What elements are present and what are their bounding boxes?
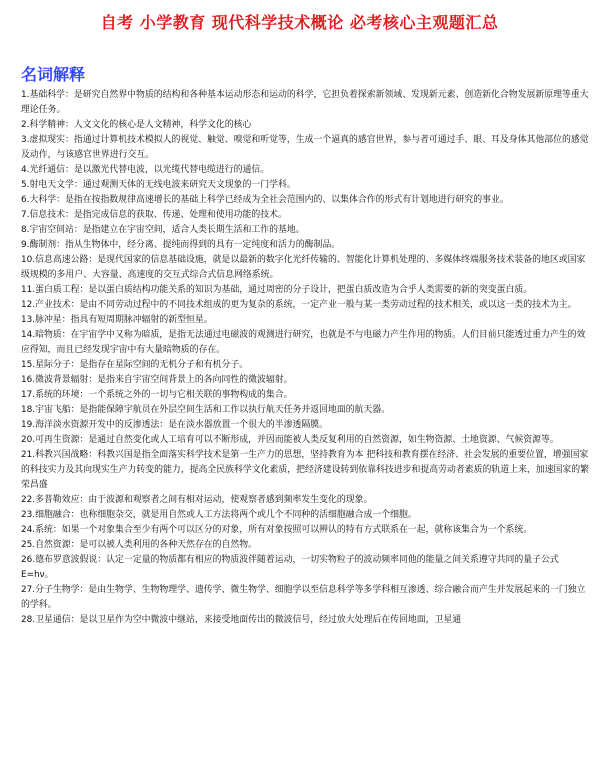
section-title: 名词解释 [21,65,86,84]
entry-number: 4. [21,165,30,175]
definition-entry [21,283,589,298]
entry-text: 光纤通信：是以激光代替电波，以光缆代替电缆进行的通信。 [29,165,270,175]
definition-entry [21,403,589,418]
entry-number: 11. [21,285,36,295]
definition-entry [21,553,589,583]
entry-text: 信息技术：是指完成信息的获取、传递、处理和使用功能的技术。 [29,210,287,220]
definition-entry [21,388,589,403]
definition-entry [21,208,589,223]
entry-number: 21. [21,450,36,460]
definition-entry [21,448,589,493]
definition-entry [21,298,589,313]
definition-entry [21,508,589,523]
definition-list [21,88,589,628]
entry-text: 系统：如果一个对象集合至少有两个可以区分的对象，所有对象按照可以辨认的特有方式联系在一起，就称该集合为一个系统。 [35,525,533,535]
definition-entry [21,133,589,163]
definition-entry [21,223,589,238]
definition-entry [21,313,589,328]
entry-text: 海洋淡水资源开发中的反渗透法：是在淡水器放置一个很大的半渗透隔膜。 [35,420,328,430]
entry-text: 蛋白质工程：是以蛋白质结构功能关系的知识为基础，通过周密的分子设计，把蛋白质改造为合乎人类需要的新的突变蛋白质。 [35,285,533,295]
entry-number: 25. [21,540,36,550]
entry-text: 信息高速公路：是现代国家的信息基础设施，就是以最新的数字化光纤传输的、智能化计算机处理的、多媒体终端服务技术装备的地区或国家级规模的多用户、大容量、高速度的交互式综合式信息网络系统。 [21,255,586,280]
definition-entry [21,118,589,133]
definition-entry [21,613,589,628]
entry-text: 暗物质：在宇宙学中又称为暗质，是指无法通过电磁波的观测进行研究，也就是不与电磁力产生作用的物质。人们目前只能透过重力产生的效应得知，而且已经发现宇宙中有大量暗物质的存在。 [21,330,586,355]
definition-entry [21,523,589,538]
entry-number: 12. [21,300,36,310]
entry-text: 宇宙飞船：是指能保障宇航员在外层空间生活和工作以执行航天任务并返回地面的航天器。 [35,405,391,415]
entry-text: 卫星通信：是以卫星作为空中微波中继站，来接受地面传出的微波信号，经过放大处理后在传回地面，卫星通 [35,615,462,625]
entry-number: 27. [21,585,36,595]
definition-entry [21,178,589,193]
entry-number: 13. [21,315,36,325]
entry-text: 基础科学：是研究自然界中物质的结构和各种基本运动形态和运动的科学，它担负着探索新领域、发现新元素、创造新化合物发展新原理等重大理论任务。 [21,90,589,115]
entry-number: 1. [21,90,30,100]
entry-number: 9. [21,240,30,250]
definition-entry [21,328,589,358]
entry-text: 自然资源：是可以被人类利用的各种天然存在的自然物。 [35,540,257,550]
entry-text: 产业技术：是由不同劳动过程中的不同技术组成的更为复杂的系统，一定产业一般与某一类劳动过程的技术相关，或以这一类的技术为主。 [35,300,577,310]
entry-number: 28. [21,615,36,625]
entry-text: 脉冲星：指具有短周期脉冲辐射的新型恒星。 [35,315,213,325]
entry-text: 细胞融合：也称细胞杂交，就是用自然或人工方法将两个或几个不同种的活细胞融合成一个细胞。 [35,510,417,520]
entry-text: 虚拟现实：指通过计算机技术模拟人的视觉、触觉、嗅觉和听觉等，生成一个逼真的感官世界，参与者可通过手、眼、耳及身体其他部位的感觉及动作，与该感官世界进行交互。 [21,135,589,160]
entry-number: 3. [21,135,30,145]
entry-number: 15. [21,360,36,370]
definition-entry [21,193,589,208]
definition-entry [21,88,589,118]
entry-text: 微波背景辐射：是指来自宇宙空间背景上的各向同性的微波辐射。 [35,375,293,385]
entry-text: 系统的环境：一个系统之外的一切与它相关联的事物构成的集合。 [35,390,293,400]
entry-number: 20. [21,435,36,445]
definition-entry [21,163,589,178]
definition-entry [21,238,589,253]
entry-number: 24. [21,525,36,535]
definition-entry [21,358,589,373]
definition-entry [21,538,589,553]
entry-text: 射电天文学：通过观测天体的无线电波来研究天文现象的一门学科。 [29,180,296,190]
definition-entry [21,433,589,448]
document-title: 自考 小学教育 现代科学技术概论 必考核心主观题汇总 [100,13,499,32]
entry-number: 6. [21,195,30,205]
entry-text: 科教兴国战略：科教兴国是指全面落实科学技术是第一生产力的思想，坚持教育为本 把科技和教育摆在经济、社会发展的重要位置，增强国家的科技实力及其向现实生产力转变的能力，提高全民族科学文化素质，把经济建设转到依靠科技进步和提高劳动者素质的轨道上来，加速国家的繁荣昌盛 [21,450,589,490]
entry-number: 14. [21,330,36,340]
entry-number: 10. [21,255,36,265]
definition-entry [21,253,589,283]
entry-number: 23. [21,510,36,520]
definition-entry [21,583,589,613]
entry-text: 酶制剂：指从生物体中，经分离、提纯而得到的具有一定纯度和活力的酶制品。 [29,240,341,250]
entry-number: 8. [21,225,30,235]
entry-number: 7. [21,210,30,220]
entry-number: 19. [21,420,36,430]
entry-text: 科学精神：人文文化的核心是人文精神，科学文化的核心 [29,120,252,130]
entry-text: 宇宙空间站：是指建立在宇宙空间，适合人类长期生活和工作的基地。 [29,225,305,235]
entry-number: 16. [21,375,36,385]
definition-entry [21,418,589,433]
entry-number: 5. [21,180,30,190]
entry-number: 26. [21,555,36,565]
entry-text: 可再生资源：是通过自然变化或人工培育可以不断形成，并因而能被人类反复利用的自然资源，如生物资源、土地资源、气候资源等。 [35,435,559,445]
entry-text: 德布罗意波假说：认定一定量的物质都有相应的物质波伴随着运动，一切实物粒子的波动频率同他的能量之间关系遵守共同的量子公式 E=hν。 [21,555,559,580]
definition-entry [21,493,589,508]
entry-number: 18. [21,405,36,415]
entry-number: 22. [21,495,36,505]
entry-text: 星际分子：是指存在星际空间的无机分子和有机分子。 [35,360,249,370]
definition-entry [21,373,589,388]
entry-text: 大科学：是指在按指数规律高速增长的基础上科学已经成为全社会范围内的、以集体合作的形式有计划地进行研究的事业。 [29,195,509,205]
entry-text: 多普勒效应：由于波源和观察者之间有相对运动，使观察者感到频率发生变化的现象。 [35,495,373,505]
entry-text: 分子生物学：是由生物学、生物物理学、遗传学、微生物学、细胞学以至信息科学等多学科相互渗透、综合融合而产生并发展起来的一门独立的学科。 [21,585,586,610]
entry-number: 2. [21,120,30,130]
entry-number: 17. [21,390,36,400]
